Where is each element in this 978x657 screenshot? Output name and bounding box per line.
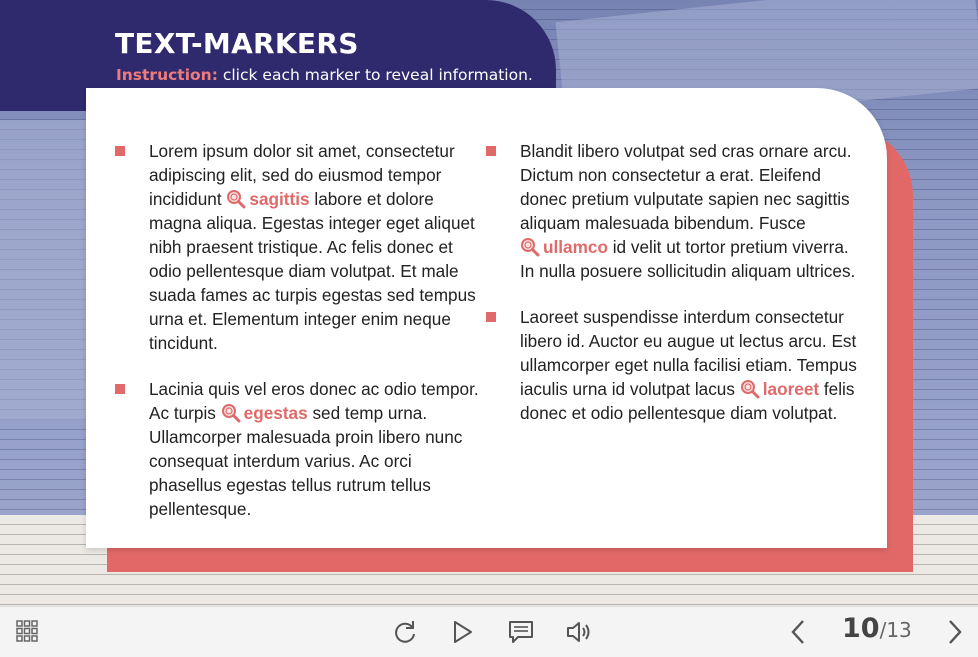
paragraph-text: sed temp urna. Ullamcorper malesuada proin libero nunc consequat interdum varius. Ac orci phasellus egestas tellus rutrum tellus pellentesque. <box>149 403 463 519</box>
total-pages: /13 <box>879 618 912 642</box>
notes-icon[interactable] <box>508 620 534 644</box>
text-marker-laoreet[interactable] <box>740 379 819 399</box>
paragraph-text: Laoreet suspendisse interdum consectetur libero id. Auctor eu augue ut lectus arcu. Est ullamcorper eget nulla facilisi etiam. Tempus iaculis urna id volutpat lacus <box>520 307 857 399</box>
magnifier-icon <box>520 237 540 257</box>
paragraph-text: labore et dolore magna aliqua. Egestas integer eget aliquet nibh praesent tristique. Ac felis donec et odio pellentesque diam volutpat. Et male suada fames ac turpis egestas sed tempus urna et. Elementum integer enim neque tincidunt. <box>149 189 476 353</box>
paragraph-text: felis donec et odio pellentesque diam volutpat. <box>520 379 855 423</box>
paragraph-text: id velit ut tortor pretium viverra. In nulla posuere sollicitudin aliquam ultrices. <box>520 237 856 281</box>
instruction-text: click each marker to reveal information. <box>217 66 533 84</box>
marker-label: egestas <box>243 403 308 423</box>
bullet-square <box>115 146 125 156</box>
marker-label: ullamco <box>543 237 608 257</box>
marker-label: laoreet <box>762 379 820 399</box>
replay-icon[interactable] <box>392 619 418 645</box>
right-column <box>520 139 860 447</box>
text-marker-ullamco[interactable] <box>520 237 608 257</box>
player-control-bar <box>0 606 978 657</box>
text-marker-egestas[interactable] <box>221 403 308 423</box>
paragraph-4 <box>520 305 860 425</box>
current-page: 10 <box>842 613 880 644</box>
instruction <box>116 66 533 84</box>
text-marker-sagittis[interactable] <box>226 189 309 209</box>
bullet-square <box>486 146 496 156</box>
magnifier-icon <box>740 379 760 399</box>
instruction-label: Instruction: <box>116 66 218 84</box>
paragraph-text: Lacinia quis vel eros donec ac odio tempor. Ac turpis <box>149 379 479 423</box>
chevron-left-icon[interactable] <box>789 618 807 646</box>
page-counter <box>842 613 912 644</box>
paragraph-text: Blandit libero volutpat sed cras ornare arcu. Dictum non consectetur a erat. Eleifend donec pretium vulputate sapien nec sagittis aliquam malesuada bibendum. Fusce <box>520 141 852 233</box>
paragraph-1 <box>149 139 484 355</box>
paragraph-3 <box>520 139 860 283</box>
bullet-square <box>486 312 496 322</box>
grid-icon[interactable] <box>16 620 38 642</box>
bullet-square <box>115 384 125 394</box>
paragraph-2 <box>149 377 484 521</box>
left-column <box>149 139 484 543</box>
paragraph-text: Lorem ipsum dolor sit amet, consectetur adipiscing elit, sed do eiusmod tempor incididunt <box>149 141 455 209</box>
speaker-icon[interactable] <box>566 620 594 644</box>
play-icon[interactable] <box>452 620 474 644</box>
page-title: TEXT-MARKERS <box>115 27 359 60</box>
magnifier-icon <box>221 403 241 423</box>
magnifier-icon <box>226 189 246 209</box>
marker-label: sagittis <box>249 189 310 209</box>
chevron-right-icon[interactable] <box>946 618 964 646</box>
